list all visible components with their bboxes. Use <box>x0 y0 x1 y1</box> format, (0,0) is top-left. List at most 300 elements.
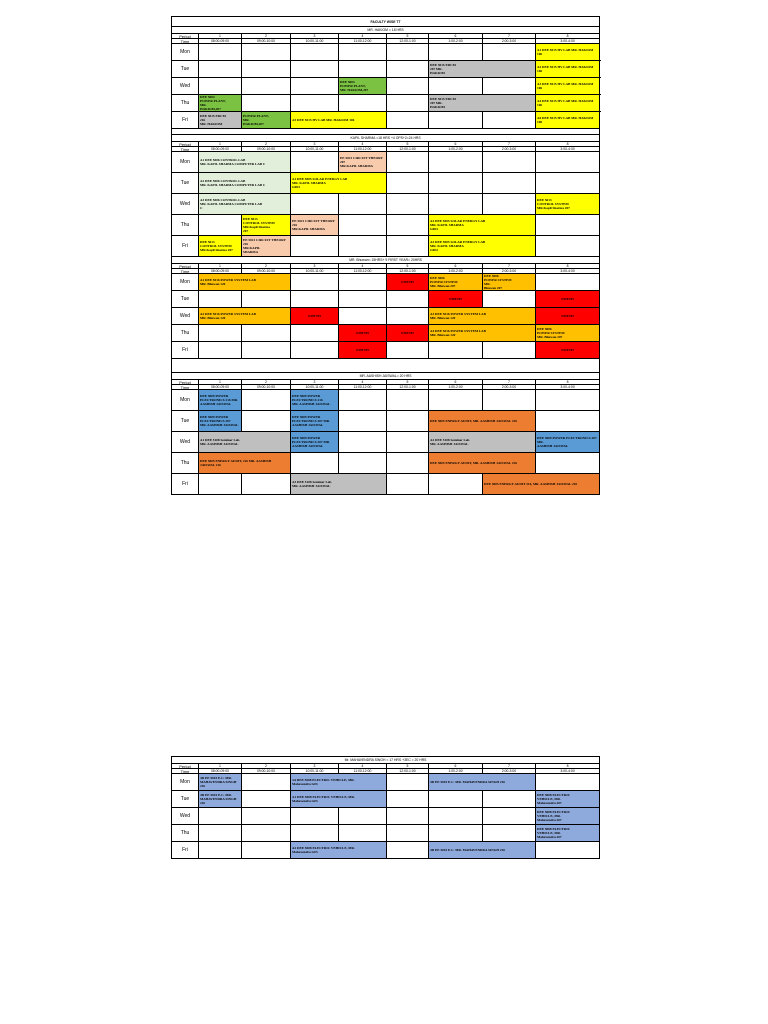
empty-slot[interactable] <box>429 112 483 129</box>
class-entry[interactable]: FMETH <box>387 274 429 291</box>
empty-slot[interactable] <box>242 774 291 791</box>
day-label: Fri <box>172 842 199 859</box>
time-slot: 12:00-1:00 <box>387 385 429 390</box>
empty-slot[interactable] <box>199 474 242 495</box>
empty-slot[interactable] <box>387 236 429 257</box>
class-entry[interactable]: A1 DEE 5006 CONTROL LAB MR. KAPIL SHARMA COMPUTER LAB C <box>199 152 291 173</box>
class-entry[interactable]: DEE 5006 POWER SYSTEM MR. Bhuwan 207 <box>429 274 483 291</box>
class-entry[interactable]: DEE 5008 ELECTRIC VEHICLE, MR. Mahavendra 207 <box>536 791 600 808</box>
empty-slot[interactable] <box>429 791 483 808</box>
empty-slot[interactable] <box>483 291 536 308</box>
time-slot: 2:00-3:00 <box>483 269 536 274</box>
class-entry[interactable]: DEE 5013 CONTROL SYSTEM MR.Kapil Sharma 207 <box>536 194 600 215</box>
empty-slot[interactable] <box>483 825 536 842</box>
period-number: 8 <box>536 380 600 385</box>
day-row <box>172 842 600 859</box>
empty-slot[interactable] <box>483 173 536 194</box>
day-row <box>172 411 600 432</box>
period-number: 2 <box>242 264 291 269</box>
class-entry[interactable]: FMETH <box>536 291 600 308</box>
empty-slot[interactable] <box>536 173 600 194</box>
day-label: Thu <box>172 453 199 474</box>
day-row <box>172 825 600 842</box>
class-entry[interactable]: FMETH <box>291 308 339 325</box>
class-entry[interactable]: DEE 5015 EDCM 207 MR. HAKIOM <box>429 95 536 112</box>
day-row <box>172 236 600 257</box>
period-number: 6 <box>429 264 483 269</box>
empty-slot[interactable] <box>291 194 339 215</box>
empty-slot[interactable] <box>483 808 536 825</box>
class-entry[interactable]: 4D EE 5010 E.C. MR. MAHAVENDRA SINGH 216 <box>429 842 536 859</box>
empty-slot[interactable] <box>387 95 429 112</box>
day-row <box>172 44 600 61</box>
period-number: 5 <box>387 764 429 769</box>
empty-slot[interactable] <box>242 390 291 411</box>
class-entry[interactable]: EE 5021 CIRCUIT THEORY 216 MR.KAPIL SHARMA <box>242 236 291 257</box>
class-entry[interactable]: A1 DEE 5015 HV LAB MR. HAKIOM 106 <box>536 44 600 61</box>
empty-slot[interactable] <box>291 325 339 342</box>
empty-slot[interactable] <box>429 474 483 495</box>
period-number: 3 <box>291 380 339 385</box>
time-slot: 08:00-09:00 <box>199 385 242 390</box>
class-entry[interactable]: A2 DEE 5008 ELECTRIC VEHICLE, MR. Mahavendra G03 <box>291 842 387 859</box>
empty-slot[interactable] <box>429 808 483 825</box>
day-label: Mon <box>172 152 199 173</box>
timetable-main <box>171 16 600 495</box>
empty-slot[interactable] <box>339 236 387 257</box>
empty-slot[interactable] <box>536 215 600 236</box>
class-entry[interactable]: EE 5021 CIRCUIT THEORY 207 MR.KAPIL SHARMA <box>339 152 387 173</box>
time-slot: 11:00-12:00 <box>339 769 387 774</box>
empty-slot[interactable] <box>387 152 429 173</box>
day-label: Tue <box>172 173 199 194</box>
time-slot: 12:00-1:00 <box>387 269 429 274</box>
empty-slot[interactable] <box>387 842 429 859</box>
day-row <box>172 173 600 194</box>
empty-slot[interactable] <box>199 215 242 236</box>
class-entry[interactable]: DEE 5005 ENERGY AUDIT 216, MR. AASHISH JAISWAL 216 <box>483 474 600 495</box>
time-slot: 11:00-12:00 <box>339 147 387 152</box>
time-slot: 09:00-10:00 <box>242 147 291 152</box>
period-number: 1 <box>199 34 242 39</box>
empty-slot[interactable] <box>291 453 339 474</box>
day-label: Thu <box>172 215 199 236</box>
day-row <box>172 95 600 112</box>
day-row <box>172 325 600 342</box>
time-slot: 09:00-10:00 <box>242 269 291 274</box>
day-label: Fri <box>172 474 199 495</box>
day-row <box>172 274 600 291</box>
day-label: Wed <box>172 78 199 95</box>
class-entry[interactable]: FMETH <box>429 291 483 308</box>
class-entry[interactable]: A6 DEE 5015 HV LAB MR. HAKIOM 106 <box>536 112 600 129</box>
period-number: 4 <box>339 34 387 39</box>
day-row <box>172 432 600 453</box>
class-entry[interactable]: FMETH <box>339 325 387 342</box>
period-label: Period <box>172 34 199 39</box>
class-entry[interactable]: 4D EE 5010 E.C. MR. MAHAVENDRA SINGH 216 <box>429 774 536 791</box>
empty-slot[interactable] <box>242 44 291 61</box>
time-slot: 3:00-4:00 <box>536 769 600 774</box>
empty-slot[interactable] <box>339 95 387 112</box>
time-slot: 1:00-2:00 <box>429 147 483 152</box>
faculty-section-title: MR. AASHISH JAISWAL= 20 HRS <box>172 373 600 380</box>
empty-slot[interactable] <box>339 825 387 842</box>
day-label: Wed <box>172 194 199 215</box>
empty-slot[interactable] <box>483 78 536 95</box>
period-number: 3 <box>291 264 339 269</box>
class-entry[interactable]: A1 DEE 5005 SOLAR ENERGY LAB MR. KAPIL SHARMA G004 <box>291 173 387 194</box>
class-entry[interactable]: A2 DEE 5015 HV LAB MR. HAKIOM 106 <box>536 61 600 78</box>
time-slot: 3:00-4:00 <box>536 147 600 152</box>
day-label: Wed <box>172 432 199 453</box>
time-slot: 2:00-3:00 <box>483 769 536 774</box>
class-entry[interactable]: DEE 5009 POWER ELECTRONICS 207 MR. AASHISH JAISWAL <box>199 411 242 432</box>
empty-slot[interactable] <box>387 774 429 791</box>
class-entry[interactable]: FMETH <box>536 342 600 359</box>
day-label: Tue <box>172 411 199 432</box>
empty-slot[interactable] <box>387 61 429 78</box>
empty-slot[interactable] <box>387 78 429 95</box>
day-row <box>172 61 600 78</box>
class-entry[interactable]: DEE 5009 POWER ELECTRONICS 207 MR. AASHISH JAISWAL <box>291 432 339 453</box>
time-slot: 08:00-09:00 <box>199 147 242 152</box>
time-slot: 1:00-2:00 <box>429 269 483 274</box>
empty-slot[interactable] <box>199 291 242 308</box>
day-row <box>172 291 600 308</box>
period-number: 1 <box>199 380 242 385</box>
time-slot: 09:00-10:00 <box>242 385 291 390</box>
day-row <box>172 194 600 215</box>
period-number: 6 <box>429 142 483 147</box>
empty-slot[interactable] <box>291 342 339 359</box>
class-entry[interactable]: FMETH <box>339 342 387 359</box>
period-number: 4 <box>339 380 387 385</box>
period-number: 3 <box>291 34 339 39</box>
period-number: 6 <box>429 34 483 39</box>
time-slot: 08:00-09:00 <box>199 769 242 774</box>
empty-slot[interactable] <box>339 808 387 825</box>
empty-slot[interactable] <box>536 842 600 859</box>
day-row <box>172 215 600 236</box>
class-entry[interactable]: DEE 5004 POWER PLANT, MR. HAKIOM,207 <box>199 95 242 112</box>
class-entry[interactable]: A3 DEE 5005 SOLAR ENERGY LAB MR. KAPIL SHARMA G004 <box>429 236 536 257</box>
period-number: 3 <box>291 764 339 769</box>
empty-slot[interactable] <box>242 825 291 842</box>
class-entry[interactable]: 3A DEE 5008 ELECTRIC VEHICLE, MR. Mahavendra G03 <box>291 774 387 791</box>
period-number: 3 <box>291 142 339 147</box>
class-entry[interactable]: A2 DEE 5005 SOLAR ENERGY LAB MR. KAPIL SHARMA G004 <box>429 215 536 236</box>
day-label: Thu <box>172 95 199 112</box>
empty-slot[interactable] <box>483 44 536 61</box>
empty-slot[interactable] <box>339 44 387 61</box>
day-row <box>172 152 600 173</box>
period-number: 4 <box>339 264 387 269</box>
period-number: 8 <box>536 142 600 147</box>
period-number: 1 <box>199 142 242 147</box>
empty-slot[interactable] <box>429 152 483 173</box>
empty-slot[interactable] <box>199 44 242 61</box>
period-number: 1 <box>199 264 242 269</box>
empty-slot[interactable] <box>199 325 242 342</box>
empty-slot[interactable] <box>387 112 429 129</box>
class-entry[interactable]: DEE 5005 ENERGY AUDIT, MR. AASHISH JAISWAL 216 <box>429 453 536 474</box>
empty-slot[interactable] <box>339 390 387 411</box>
empty-slot[interactable] <box>483 194 536 215</box>
time-slot: 1:00-2:00 <box>429 769 483 774</box>
empty-slot[interactable] <box>291 825 339 842</box>
day-label: Wed <box>172 808 199 825</box>
class-entry[interactable]: A2 DEE 5016 POWER SYSTEM LAB MR. Bhuwan 120 <box>199 308 291 325</box>
empty-slot[interactable] <box>536 774 600 791</box>
time-slot: 08:00-09:00 <box>199 269 242 274</box>
empty-slot[interactable] <box>536 453 600 474</box>
empty-slot[interactable] <box>199 825 242 842</box>
class-entry[interactable]: POWER PLANT, MR. HAKIOM,207 <box>242 112 291 129</box>
period-number: 5 <box>387 380 429 385</box>
spacer-row <box>172 359 600 373</box>
period-number: 7 <box>483 264 536 269</box>
period-number: 2 <box>242 380 291 385</box>
empty-slot[interactable] <box>242 78 291 95</box>
period-number: 7 <box>483 142 536 147</box>
empty-slot[interactable] <box>387 342 429 359</box>
period-number: 4 <box>339 142 387 147</box>
empty-slot[interactable] <box>536 152 600 173</box>
day-row <box>172 474 600 495</box>
time-label: Time <box>172 769 199 774</box>
period-number: 8 <box>536 34 600 39</box>
empty-slot[interactable] <box>291 808 339 825</box>
day-label: Mon <box>172 44 199 61</box>
empty-slot[interactable] <box>387 453 429 474</box>
empty-slot[interactable] <box>199 342 242 359</box>
empty-slot[interactable] <box>339 215 387 236</box>
empty-slot[interactable] <box>339 194 387 215</box>
period-number: 5 <box>387 142 429 147</box>
empty-slot[interactable] <box>339 432 387 453</box>
class-entry[interactable]: DEE 5004 POWER PLANT, MR. HAKIOM,207 <box>339 78 387 95</box>
time-slot: 10:00-11:00 <box>291 147 339 152</box>
period-number: 2 <box>242 142 291 147</box>
empty-slot[interactable] <box>387 825 429 842</box>
period-number: 8 <box>536 764 600 769</box>
empty-slot[interactable] <box>387 194 429 215</box>
time-slot: 12:00-1:00 <box>387 39 429 44</box>
class-entry[interactable]: A3 DEE 5016 POWER SYSTEM LAB MR. Bhuwan 120 <box>429 308 536 325</box>
class-entry[interactable]: DEE 5006 POWER SYSTEM MR. Bhuwan 207 <box>483 274 536 291</box>
time-slot: 3:00-4:00 <box>536 385 600 390</box>
empty-slot[interactable] <box>387 173 429 194</box>
class-entry[interactable]: 4D EE 5010 E.C. MR. MAHAVENDRA SINGH 216 <box>199 774 242 791</box>
empty-slot[interactable] <box>387 308 429 325</box>
class-entry[interactable]: DEE 5005 ENERGY AUDIT, MR. AASHISH JAISWAL 216 <box>429 411 536 432</box>
class-entry[interactable]: DEE 5009 POWER ELECTRONICS 207 MR. AASHISH JAISWAL <box>536 432 600 453</box>
time-slot: 10:00-11:00 <box>291 269 339 274</box>
empty-slot[interactable] <box>387 291 429 308</box>
empty-slot[interactable] <box>429 825 483 842</box>
empty-slot[interactable] <box>429 390 483 411</box>
time-slot: 11:00-12:00 <box>339 39 387 44</box>
class-entry[interactable]: A3 DEE 5006 CONTROL LAB MR. KAPIL SHARMA COMPUTER LAB C <box>199 194 291 215</box>
class-entry[interactable]: A1 DEE 5008 ELECTRIC VEHICLE, MR. Mahavendra G03 <box>291 791 387 808</box>
empty-slot[interactable] <box>429 342 483 359</box>
period-number: 7 <box>483 764 536 769</box>
day-row <box>172 112 600 129</box>
day-row <box>172 390 600 411</box>
empty-slot[interactable] <box>339 291 387 308</box>
empty-slot[interactable] <box>536 390 600 411</box>
class-entry[interactable]: A3 DEE 5015 HV LAB MR. HAKIOM 106 <box>536 78 600 95</box>
class-entry[interactable]: A1 DEE 5016 POWER SYSTEM LAB MR. Bhuwan 120 <box>199 274 291 291</box>
empty-slot[interactable] <box>199 842 242 859</box>
empty-slot[interactable] <box>291 44 339 61</box>
time-slot: 1:00-2:00 <box>429 385 483 390</box>
empty-slot[interactable] <box>291 152 339 173</box>
empty-slot[interactable] <box>429 78 483 95</box>
day-label: Fri <box>172 236 199 257</box>
empty-slot[interactable] <box>387 390 429 411</box>
empty-slot[interactable] <box>387 432 429 453</box>
empty-slot[interactable] <box>291 78 339 95</box>
empty-slot[interactable] <box>387 411 429 432</box>
period-label: Period <box>172 380 199 385</box>
faculty-section-title: Mr. MAHAVENDRA SINGH = 17 HRS +3EC = 20 HRS <box>172 757 600 764</box>
period-number: 6 <box>429 764 483 769</box>
class-entry[interactable]: EE 5021 CIRCUIT THEORY 216 MR.KAPIL SHARMA <box>291 215 339 236</box>
empty-slot[interactable] <box>291 291 339 308</box>
time-label: Time <box>172 269 199 274</box>
class-entry[interactable]: 4D EE 5010 E.C. MR. MAHAVENDRA SINGH 216 <box>199 791 242 808</box>
class-entry[interactable]: DEE 5009 POWER ELECTRONICS 207 MR. AASHISH JAISWAL <box>291 411 339 432</box>
period-number: 5 <box>387 264 429 269</box>
empty-slot[interactable] <box>242 474 291 495</box>
class-entry[interactable]: DEE 5006 POWER SYSTEM MR. Bhuwan 207 <box>536 325 600 342</box>
day-label: Thu <box>172 825 199 842</box>
empty-slot[interactable] <box>339 308 387 325</box>
day-row <box>172 78 600 95</box>
empty-slot[interactable] <box>536 411 600 432</box>
time-slot: 11:00-12:00 <box>339 269 387 274</box>
empty-slot[interactable] <box>429 194 483 215</box>
class-entry[interactable]: DEE 5015 EDCM 216 MR. HAKIOM <box>199 112 242 129</box>
period-number: 1 <box>199 764 242 769</box>
day-label: Wed <box>172 308 199 325</box>
day-label: Mon <box>172 774 199 791</box>
empty-slot[interactable] <box>242 325 291 342</box>
day-label: Mon <box>172 390 199 411</box>
class-entry[interactable]: DEE 5013 CONTROL SYSTEM MR.Kapil Sharma 207 <box>199 236 242 257</box>
day-label: Thu <box>172 325 199 342</box>
class-entry[interactable]: A2 DEE 5006 CONTROL LAB MR. KAPIL SHARMA COMPUTER LAB C <box>199 173 291 194</box>
day-row <box>172 342 600 359</box>
time-slot: 2:00-3:00 <box>483 147 536 152</box>
empty-slot[interactable] <box>339 274 387 291</box>
period-number: 6 <box>429 380 483 385</box>
empty-slot[interactable] <box>242 842 291 859</box>
empty-slot[interactable] <box>387 44 429 61</box>
period-number: 7 <box>483 34 536 39</box>
class-entry[interactable]: DEE 5009 POWER ELECTRONICS 216 MR. AASHISH JAISWAL <box>291 390 339 411</box>
empty-slot[interactable] <box>387 215 429 236</box>
class-entry[interactable]: A5 DEE 5015 HV LAB MR. HAKIOM 106 <box>291 112 387 129</box>
time-slot: 10:00-11:00 <box>291 39 339 44</box>
period-label: Period <box>172 264 199 269</box>
empty-slot[interactable] <box>429 44 483 61</box>
empty-slot[interactable] <box>387 808 429 825</box>
empty-slot[interactable] <box>291 61 339 78</box>
period-number: 8 <box>536 264 600 269</box>
empty-slot[interactable] <box>242 61 291 78</box>
empty-slot[interactable] <box>242 291 291 308</box>
empty-slot[interactable] <box>291 274 339 291</box>
time-label: Time <box>172 385 199 390</box>
time-slot: 10:00-11:00 <box>291 385 339 390</box>
class-entry[interactable]: DEE 5013 CONTROL SYSTEM MR.Kapil Sharma 207 <box>242 215 291 236</box>
class-entry[interactable]: DEE 5009 POWER ELECTRONICS 216 MR. AASHISH JAISWAL <box>199 390 242 411</box>
class-entry[interactable]: A2 DEE 5108 Seminar Lab. MR. AASHISH JAISWAL <box>429 432 536 453</box>
class-entry[interactable]: A4 DEE 5016 POWER SYSTEM LAB MR. Bhuwan 120 <box>429 325 536 342</box>
time-slot: 12:00-1:00 <box>387 147 429 152</box>
empty-slot[interactable] <box>387 474 429 495</box>
timetable-sheet-main <box>171 16 599 495</box>
empty-slot[interactable] <box>483 152 536 173</box>
empty-slot[interactable] <box>242 411 291 432</box>
empty-slot[interactable] <box>387 791 429 808</box>
empty-slot[interactable] <box>291 95 339 112</box>
day-row <box>172 791 600 808</box>
class-entry[interactable]: DEE 5008 ELECTRIC VEHICLE, MR. Mahavendra 207 <box>536 808 600 825</box>
empty-slot[interactable] <box>483 791 536 808</box>
empty-slot[interactable] <box>536 274 600 291</box>
empty-slot[interactable] <box>242 791 291 808</box>
empty-slot[interactable] <box>242 808 291 825</box>
day-label: Tue <box>172 291 199 308</box>
empty-slot[interactable] <box>199 78 242 95</box>
empty-slot[interactable] <box>483 342 536 359</box>
class-entry[interactable]: A1 DEE 5108 Seminar Lab. MR. AASHISH JAISWAL <box>199 432 291 453</box>
faculty-section-title: KAPIL SHARMA =18 HRS +4 OPS+2=24 HRS <box>172 135 600 142</box>
empty-slot[interactable] <box>339 453 387 474</box>
empty-slot[interactable] <box>242 342 291 359</box>
class-entry[interactable]: DEE 5005 ENERGY AUDIT, 216 MR. AASHISH JAISWAL 216 <box>199 453 291 474</box>
empty-slot[interactable] <box>536 236 600 257</box>
class-entry[interactable]: A4 DEE 5015 HV LAB MR. HAKIOM 106 <box>536 95 600 112</box>
empty-slot[interactable] <box>199 808 242 825</box>
empty-slot[interactable] <box>339 61 387 78</box>
period-number: 2 <box>242 764 291 769</box>
time-slot: 1:00-2:00 <box>429 39 483 44</box>
period-number: 2 <box>242 34 291 39</box>
class-entry[interactable]: A3 DEE 5108 Seminar Lab. MR. AASHISH JAISWAL <box>291 474 387 495</box>
class-entry[interactable]: FMETH <box>387 325 429 342</box>
time-slot: 12:00-1:00 <box>387 769 429 774</box>
empty-slot[interactable] <box>242 95 291 112</box>
day-label: Mon <box>172 274 199 291</box>
class-entry[interactable]: FMETH <box>536 308 600 325</box>
class-entry[interactable]: DEE 5008 ELECTRIC VEHICLE, MR. Mahavendra 207 <box>536 825 600 842</box>
empty-slot[interactable] <box>483 390 536 411</box>
empty-slot[interactable] <box>291 236 339 257</box>
empty-slot[interactable] <box>199 61 242 78</box>
empty-slot[interactable] <box>483 112 536 129</box>
period-number: 7 <box>483 380 536 385</box>
period-label: Period <box>172 764 199 769</box>
empty-slot[interactable] <box>339 411 387 432</box>
day-row <box>172 308 600 325</box>
empty-slot[interactable] <box>429 173 483 194</box>
class-entry[interactable]: DEE 5015 EDCM 207 MR. HAKIOM <box>429 61 536 78</box>
